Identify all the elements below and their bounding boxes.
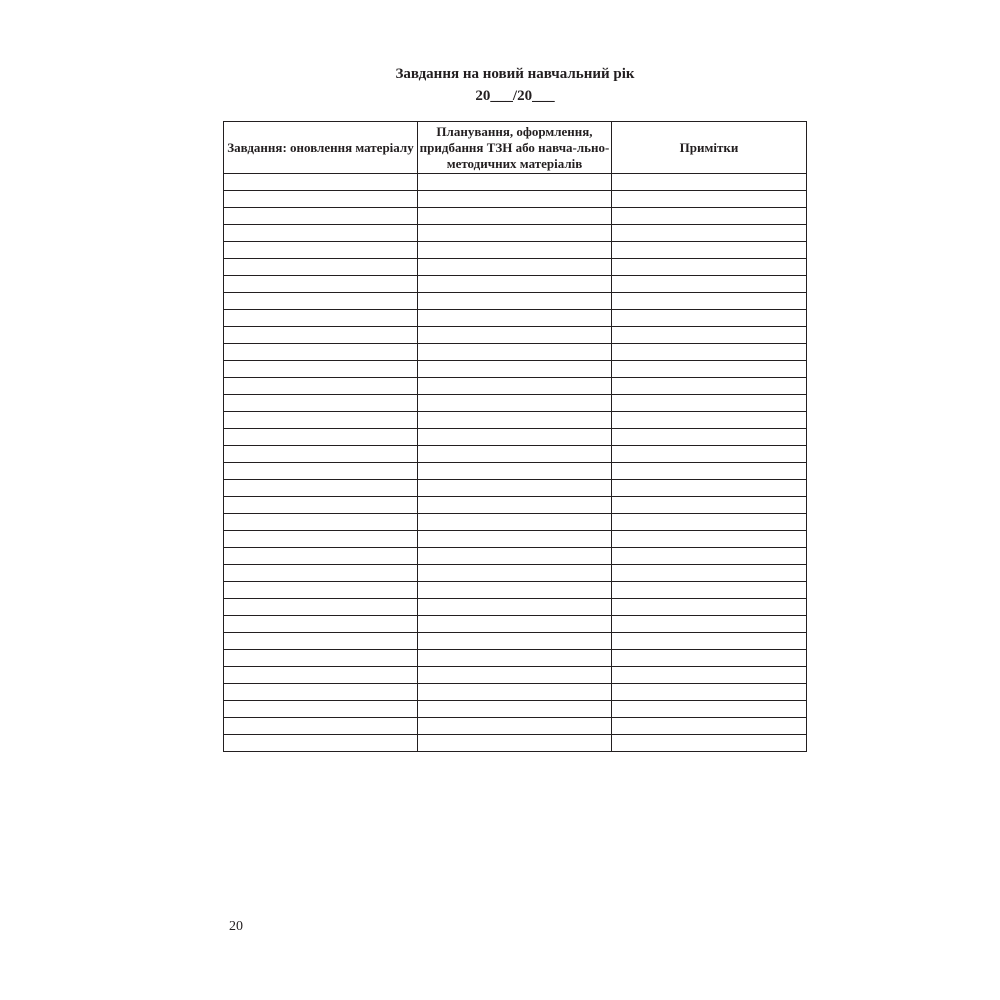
notes-cell xyxy=(612,174,807,191)
task-cell xyxy=(224,242,418,259)
table-row xyxy=(224,327,807,344)
planning-cell-input[interactable] xyxy=(418,531,611,547)
planning-cell xyxy=(418,293,612,310)
task-cell-input[interactable] xyxy=(224,531,417,547)
notes-cell-input[interactable] xyxy=(612,293,806,309)
task-cell-input[interactable] xyxy=(224,497,417,513)
planning-cell-input[interactable] xyxy=(418,276,611,292)
notes-cell xyxy=(612,276,807,293)
notes-cell-input[interactable] xyxy=(612,208,806,224)
notes-cell xyxy=(612,344,807,361)
planning-cell xyxy=(418,514,612,531)
notes-cell xyxy=(612,650,807,667)
planning-cell-input[interactable] xyxy=(418,242,611,258)
notes-cell xyxy=(612,225,807,242)
task-cell xyxy=(224,327,418,344)
planning-cell xyxy=(418,242,612,259)
task-cell-input[interactable] xyxy=(224,310,417,326)
planning-cell-input[interactable] xyxy=(418,565,611,581)
task-cell-input[interactable] xyxy=(224,259,417,275)
task-cell-input[interactable] xyxy=(224,242,417,258)
table-row xyxy=(224,718,807,735)
notes-cell-input[interactable] xyxy=(612,684,806,700)
notes-cell-input[interactable] xyxy=(612,582,806,598)
notes-cell xyxy=(612,633,807,650)
notes-cell-input[interactable] xyxy=(612,735,806,751)
notes-cell xyxy=(612,565,807,582)
task-cell xyxy=(224,514,418,531)
task-cell xyxy=(224,548,418,565)
task-cell-input[interactable] xyxy=(224,191,417,207)
notes-cell xyxy=(612,191,807,208)
planning-cell-input[interactable] xyxy=(418,327,611,343)
task-cell-input[interactable] xyxy=(224,582,417,598)
table-row xyxy=(224,548,807,565)
planning-cell-input[interactable] xyxy=(418,225,611,241)
table-row xyxy=(224,174,807,191)
notes-cell xyxy=(612,259,807,276)
task-cell xyxy=(224,225,418,242)
notes-cell-input[interactable] xyxy=(612,310,806,326)
task-cell xyxy=(224,429,418,446)
table-row xyxy=(224,412,807,429)
task-cell-input[interactable] xyxy=(224,276,417,292)
planning-cell xyxy=(418,548,612,565)
table-row xyxy=(224,191,807,208)
table-row xyxy=(224,310,807,327)
task-cell xyxy=(224,412,418,429)
task-cell-input[interactable] xyxy=(224,616,417,632)
table-row xyxy=(224,208,807,225)
task-cell-input[interactable] xyxy=(224,378,417,394)
notes-cell xyxy=(612,242,807,259)
task-cell xyxy=(224,667,418,684)
task-cell-input[interactable] xyxy=(224,395,417,411)
notes-cell-input[interactable] xyxy=(612,633,806,649)
notes-cell xyxy=(612,310,807,327)
notes-cell xyxy=(612,582,807,599)
table-row xyxy=(224,344,807,361)
task-cell-input[interactable] xyxy=(224,174,417,190)
notes-cell-input[interactable] xyxy=(612,446,806,462)
task-cell xyxy=(224,497,418,514)
notes-cell-input[interactable] xyxy=(612,650,806,666)
task-cell-input[interactable] xyxy=(224,633,417,649)
planning-cell-input[interactable] xyxy=(418,395,611,411)
planning-cell xyxy=(418,582,612,599)
task-cell-input[interactable] xyxy=(224,548,417,564)
notes-cell xyxy=(612,599,807,616)
notes-cell-input[interactable] xyxy=(612,497,806,513)
notes-cell-input[interactable] xyxy=(612,718,806,734)
planning-cell xyxy=(418,259,612,276)
task-cell-input[interactable] xyxy=(224,684,417,700)
notes-cell-input[interactable] xyxy=(612,667,806,683)
planning-cell-input[interactable] xyxy=(418,582,611,598)
task-cell xyxy=(224,735,418,752)
task-cell xyxy=(224,684,418,701)
task-cell xyxy=(224,395,418,412)
notes-cell xyxy=(612,548,807,565)
planning-cell xyxy=(418,616,612,633)
planning-cell xyxy=(418,412,612,429)
planning-cell-input[interactable] xyxy=(418,616,611,632)
task-cell-input[interactable] xyxy=(224,412,417,428)
planning-cell-input[interactable] xyxy=(418,412,611,428)
table-row xyxy=(224,259,807,276)
task-cell-input[interactable] xyxy=(224,344,417,360)
task-cell xyxy=(224,701,418,718)
planning-cell-input[interactable] xyxy=(418,344,611,360)
task-cell xyxy=(224,463,418,480)
notes-cell-input[interactable] xyxy=(612,191,806,207)
planning-cell-input[interactable] xyxy=(418,599,611,615)
planning-cell xyxy=(418,276,612,293)
planning-cell-input[interactable] xyxy=(418,208,611,224)
task-cell xyxy=(224,208,418,225)
planning-cell xyxy=(418,667,612,684)
task-cell-input[interactable] xyxy=(224,361,417,377)
planning-cell-input[interactable] xyxy=(418,446,611,462)
planning-cell-input[interactable] xyxy=(418,667,611,683)
notes-cell xyxy=(612,497,807,514)
page-number: 20 xyxy=(229,919,243,934)
table-row xyxy=(224,565,807,582)
notes-cell xyxy=(612,514,807,531)
task-cell-input[interactable] xyxy=(224,701,417,717)
planning-cell xyxy=(418,378,612,395)
table-row xyxy=(224,293,807,310)
planning-cell xyxy=(418,633,612,650)
notes-cell xyxy=(612,667,807,684)
academic-year-line: 20___/20___ xyxy=(475,88,555,104)
table-row xyxy=(224,378,807,395)
table-row xyxy=(224,735,807,752)
planning-cell xyxy=(418,599,612,616)
table-row xyxy=(224,225,807,242)
table-row xyxy=(224,242,807,259)
notes-cell xyxy=(612,327,807,344)
notes-cell xyxy=(612,684,807,701)
notes-cell-input[interactable] xyxy=(612,565,806,581)
table-row xyxy=(224,616,807,633)
planning-cell xyxy=(418,446,612,463)
task-cell xyxy=(224,718,418,735)
planning-cell-input[interactable] xyxy=(418,497,611,513)
planning-cell xyxy=(418,497,612,514)
column-header-notes: Примітки xyxy=(612,122,807,174)
planning-cell-input[interactable] xyxy=(418,701,611,717)
task-cell xyxy=(224,616,418,633)
task-cell xyxy=(224,599,418,616)
planning-cell-input[interactable] xyxy=(418,633,611,649)
table-row xyxy=(224,531,807,548)
task-cell-input[interactable] xyxy=(224,429,417,445)
planning-cell-input[interactable] xyxy=(418,514,611,530)
table-body xyxy=(224,174,807,752)
column-header-planning: Планування, оформлення, придбання ТЗН або навча-льно-методичних матеріалів xyxy=(418,122,612,174)
planning-cell xyxy=(418,650,612,667)
task-cell-input[interactable] xyxy=(224,565,417,581)
notes-cell xyxy=(612,293,807,310)
planning-cell xyxy=(418,735,612,752)
planning-cell xyxy=(418,310,612,327)
planning-cell-input[interactable] xyxy=(418,718,611,734)
notes-cell xyxy=(612,735,807,752)
planning-cell-input[interactable] xyxy=(418,310,611,326)
table-row xyxy=(224,395,807,412)
planning-cell xyxy=(418,208,612,225)
planning-cell xyxy=(418,395,612,412)
task-cell xyxy=(224,191,418,208)
planning-cell xyxy=(418,361,612,378)
planning-cell xyxy=(418,684,612,701)
planning-cell xyxy=(418,531,612,548)
notes-cell-input[interactable] xyxy=(612,276,806,292)
table-header-row xyxy=(224,122,807,174)
task-cell xyxy=(224,633,418,650)
notes-cell xyxy=(612,463,807,480)
planning-cell-input[interactable] xyxy=(418,191,611,207)
planning-cell-input[interactable] xyxy=(418,174,611,190)
notes-cell xyxy=(612,446,807,463)
notes-cell-input[interactable] xyxy=(612,327,806,343)
page-title: Завдання на новий навчальний рік xyxy=(395,66,635,82)
notes-cell-input[interactable] xyxy=(612,701,806,717)
task-cell-input[interactable] xyxy=(224,650,417,666)
notes-cell-input[interactable] xyxy=(612,378,806,394)
task-cell-input[interactable] xyxy=(224,327,417,343)
notes-cell xyxy=(612,480,807,497)
notes-cell-input[interactable] xyxy=(612,361,806,377)
task-cell xyxy=(224,582,418,599)
table-row xyxy=(224,446,807,463)
task-cell-input[interactable] xyxy=(224,599,417,615)
task-cell-input[interactable] xyxy=(224,718,417,734)
planning-cell-input[interactable] xyxy=(418,429,611,445)
task-cell xyxy=(224,174,418,191)
planning-cell xyxy=(418,225,612,242)
notes-cell xyxy=(612,208,807,225)
task-cell xyxy=(224,344,418,361)
notes-cell-input[interactable] xyxy=(612,514,806,530)
notes-cell-input[interactable] xyxy=(612,548,806,564)
table-row xyxy=(224,463,807,480)
table-row xyxy=(224,650,807,667)
notes-cell-input[interactable] xyxy=(612,412,806,428)
tasks-table xyxy=(223,121,807,752)
task-cell-input[interactable] xyxy=(224,293,417,309)
notes-cell-input[interactable] xyxy=(612,599,806,615)
notes-cell xyxy=(612,429,807,446)
notes-cell-input[interactable] xyxy=(612,429,806,445)
table-row xyxy=(224,480,807,497)
task-cell xyxy=(224,361,418,378)
notes-cell-input[interactable] xyxy=(612,531,806,547)
task-cell xyxy=(224,531,418,548)
notes-cell xyxy=(612,361,807,378)
planning-cell-input[interactable] xyxy=(418,480,611,496)
task-cell-input[interactable] xyxy=(224,208,417,224)
planning-cell xyxy=(418,429,612,446)
table-row xyxy=(224,497,807,514)
planning-cell-input[interactable] xyxy=(418,378,611,394)
table-row xyxy=(224,514,807,531)
notes-cell-input[interactable] xyxy=(612,174,806,190)
planning-cell xyxy=(418,327,612,344)
task-cell xyxy=(224,650,418,667)
notes-cell xyxy=(612,378,807,395)
notes-cell xyxy=(612,616,807,633)
task-cell xyxy=(224,480,418,497)
task-cell-input[interactable] xyxy=(224,514,417,530)
planning-cell-input[interactable] xyxy=(418,361,611,377)
notes-cell-input[interactable] xyxy=(612,225,806,241)
planning-cell-input[interactable] xyxy=(418,293,611,309)
planning-cell-input[interactable] xyxy=(418,463,611,479)
task-cell xyxy=(224,293,418,310)
notes-cell-input[interactable] xyxy=(612,480,806,496)
planning-cell-input[interactable] xyxy=(418,259,611,275)
table-row xyxy=(224,599,807,616)
table-row xyxy=(224,429,807,446)
task-cell-input[interactable] xyxy=(224,735,417,751)
task-cell xyxy=(224,565,418,582)
task-cell xyxy=(224,276,418,293)
table-row xyxy=(224,276,807,293)
table-row xyxy=(224,633,807,650)
planning-cell-input[interactable] xyxy=(418,684,611,700)
notes-cell xyxy=(612,531,807,548)
task-cell-input[interactable] xyxy=(224,463,417,479)
notes-cell-input[interactable] xyxy=(612,344,806,360)
notes-cell-input[interactable] xyxy=(612,463,806,479)
notes-cell xyxy=(612,701,807,718)
planning-cell xyxy=(418,191,612,208)
table-row xyxy=(224,701,807,718)
task-cell-input[interactable] xyxy=(224,667,417,683)
planning-cell xyxy=(418,344,612,361)
notes-cell-input[interactable] xyxy=(612,616,806,632)
planning-cell-input[interactable] xyxy=(418,735,611,751)
task-cell xyxy=(224,259,418,276)
table-row xyxy=(224,667,807,684)
table-row xyxy=(224,684,807,701)
task-cell xyxy=(224,378,418,395)
column-header-tasks: Завдання: оновлення матеріалу xyxy=(224,122,418,174)
task-cell xyxy=(224,310,418,327)
planning-cell xyxy=(418,174,612,191)
task-cell-input[interactable] xyxy=(224,446,417,462)
task-cell xyxy=(224,446,418,463)
task-cell-input[interactable] xyxy=(224,480,417,496)
planning-cell xyxy=(418,701,612,718)
notes-cell-input[interactable] xyxy=(612,395,806,411)
notes-cell xyxy=(612,718,807,735)
planning-cell-input[interactable] xyxy=(418,650,611,666)
task-cell-input[interactable] xyxy=(224,225,417,241)
notes-cell xyxy=(612,395,807,412)
notes-cell-input[interactable] xyxy=(612,242,806,258)
table-row xyxy=(224,361,807,378)
planning-cell xyxy=(418,718,612,735)
planning-cell xyxy=(418,565,612,582)
notes-cell-input[interactable] xyxy=(612,259,806,275)
notes-cell xyxy=(612,412,807,429)
table-row xyxy=(224,582,807,599)
planning-cell-input[interactable] xyxy=(418,548,611,564)
planning-cell xyxy=(418,480,612,497)
planning-cell xyxy=(418,463,612,480)
